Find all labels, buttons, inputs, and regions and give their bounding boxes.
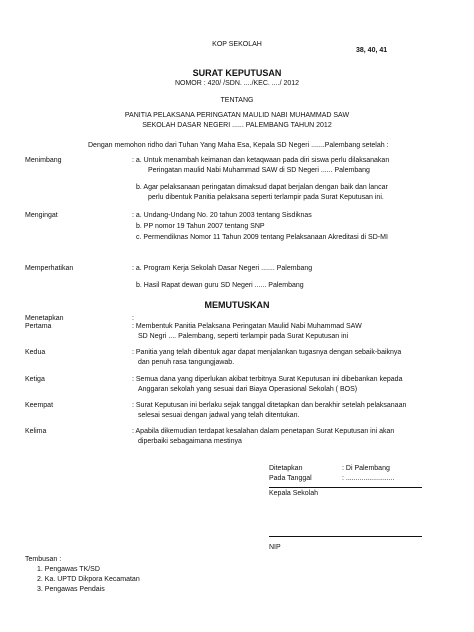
pertama-line-2: SD Negri .... Palembang, seperti terlampir pada Surat Keputusan ini	[138, 333, 349, 340]
signature-line	[269, 536, 422, 537]
tembusan-item: 1. Pengawas TK/SD	[37, 566, 100, 573]
menimbang-a-line-2: Peringatan maulid Nabi Muhammad SAW di SD Negeri ...... Palembang	[148, 167, 370, 174]
kelima-label: Kelima	[25, 428, 47, 435]
mengingat-a: : a. Undang-Undang No. 20 tahun 2003 tentang Sisdiknas	[132, 212, 312, 219]
ditetapkan-value: : Di Palembang	[342, 465, 390, 472]
tembusan-item: 2. Ka. UPTD Dikpora Kecamatan	[37, 576, 140, 583]
kelima-line-1: : Apabila dikemudian terdapat kesalahan dalam penetapan Surat Keputusan ini akan	[132, 428, 395, 435]
menetapkan-label: Menetapkan	[25, 315, 64, 322]
kedua-line-2: dan penuh rasa tangungjawab.	[138, 359, 235, 366]
ketiga-label: Ketiga	[25, 376, 45, 383]
keempat-line-1: : Surat Keputusan ini berlaku sejak tanggal ditetapkan dan berakhir setelah pelaksanaan	[132, 402, 407, 409]
keempat-label: Keempat	[25, 402, 54, 409]
menimbang-label: Menimbang	[25, 157, 62, 164]
nip-label: NIP	[269, 544, 281, 551]
kedua-line-1: : Panitia yang telah dibentuk agar dapat menjalankan tugasnya dengan sebaik-baiknya	[132, 349, 402, 356]
tanggal-label: Pada Tanggal	[269, 475, 312, 482]
memutuskan-heading: MEMUTUSKAN	[204, 300, 270, 310]
kelima-line-2: diperbaiki sebagaimana mestinya	[138, 438, 242, 445]
signature-divider	[269, 487, 422, 488]
memperhatikan-b: b. Hasil Rapat dewan guru SD Negeri ...... Palembang	[136, 282, 304, 289]
tentang-label: TENTANG	[220, 97, 254, 104]
keempat-line-2: selesai sesuai dengan jadwal yang telah ditentukan.	[138, 412, 300, 419]
tembusan-title: Tembusan :	[25, 556, 62, 563]
tanggal-value: : .........................	[342, 475, 395, 482]
page-reference: 38, 40, 41	[356, 47, 388, 54]
memperhatikan-a: : a. Program Kerja Sekolah Dasar Negeri ....... Palembang	[132, 265, 313, 272]
ketiga-line-1: : Semua dana yang diperlukan akibat terbitnya Surat Keputusan ini dibebankan kepada	[132, 376, 403, 383]
pertama-line-1: : Membentuk Panitia Pelaksana Peringatan Maulid Nabi Muhammad SAW	[132, 323, 362, 330]
ketiga-line-2: Anggaran sekolah yang sesuai dari Biaya Operasional Sekolah ( BOS)	[138, 386, 358, 393]
menetapkan-colon: :	[132, 315, 134, 322]
subject-line-2: SEKOLAH DASAR NEGERI ...... PALEMBANG TAHUN 2012	[142, 122, 332, 129]
pertama-label: Pertama	[25, 323, 52, 330]
mengingat-c: c. Permendiknas Nomor 11 Tahun 2009 tentang Pelaksanaan Akreditasi di SD-MI	[136, 234, 388, 241]
mengingat-b: b. PP nomor 19 Tahun 2007 tentang SNP	[136, 223, 265, 230]
menimbang-a-line-1: : a. Untuk menambah keimanan dan ketaqwaan pada diri siswa perlu dilaksanakan	[132, 157, 390, 164]
kepala-sekolah-label: Kepala Sekolah	[269, 490, 319, 497]
menimbang-b-line-1: b. Agar pelaksanaan peringatan dimaksud dapat berjalan dengan baik dan lancar	[136, 184, 388, 191]
kedua-label: Kedua	[25, 349, 46, 356]
tembusan-item: 3. Pengawas Pendais	[37, 586, 105, 593]
memperhatikan-label: Memperhatikan	[25, 265, 74, 272]
document-title: SURAT KEPUTUSAN	[192, 68, 282, 78]
document-number: NOMOR : 420/ /SDN. ..../KEC. ..../ 2012	[174, 80, 300, 87]
menimbang-b-line-2: perlu dibentuk Panitia pelaksana seperti terlampir pada Surat Keputusan ini.	[148, 194, 384, 201]
ditetapkan-label: Ditetapkan	[269, 465, 303, 472]
mengingat-label: Mengingat	[25, 212, 58, 219]
kop-sekolah: KOP SEKOLAH	[212, 41, 262, 48]
intro-text: Dengan memohon ridho dari Tuhan Yang Maha Esa, Kepala SD Negeri .......Palembang setelah :	[88, 142, 389, 149]
subject-line-1: PANITIA PELAKSANA PERINGATAN MAULID NABI MUHAMMAD SAW	[124, 112, 350, 119]
